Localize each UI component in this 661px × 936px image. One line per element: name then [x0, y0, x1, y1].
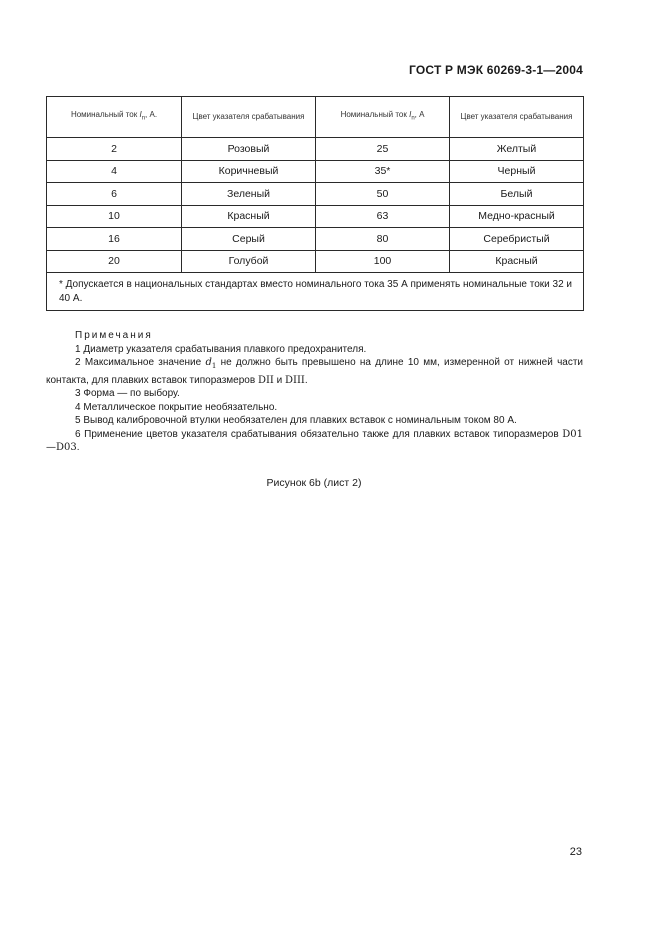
table-row — [47, 138, 584, 161]
table-row — [47, 183, 584, 206]
cell-color: Розовый — [182, 138, 316, 161]
cell-color: Черный — [450, 160, 584, 183]
table-row — [47, 250, 584, 273]
cell-color: Белый — [450, 183, 584, 206]
table-footnote: * Допускается в национальных стандартах вместо номинального тока 35 А применять номинальные токи 32 и 40 А. — [47, 273, 584, 311]
note-5: 5 Вывод калибровочной втулки необязателен для плавких вставок с номинальным током 80 А. — [75, 415, 517, 426]
notes-title: Примечания — [75, 330, 153, 341]
cell-current: 6 — [47, 183, 182, 206]
header-rated-current-2: Номинальный ток $I_n$, А — [316, 97, 450, 138]
cell-color: Желтый — [450, 138, 584, 161]
notes-section — [46, 329, 583, 455]
cell-current: 25 — [316, 138, 450, 161]
header-indicator-color-2: Цвет указателя срабатывания — [450, 97, 584, 138]
cell-current: 63 — [316, 205, 450, 228]
cell-current: 16 — [47, 228, 182, 251]
cell-current: 20 — [47, 250, 182, 273]
table-row — [47, 205, 584, 228]
cell-color: Красный — [450, 250, 584, 273]
table-row — [47, 160, 584, 183]
cell-current: 10 — [47, 205, 182, 228]
fuse-indicator-color-table — [46, 96, 584, 311]
note-4: 4 Металлическое покрытие необязательно. — [75, 401, 278, 413]
cell-current: 2 — [47, 138, 182, 161]
cell-color: Серебристый — [450, 228, 584, 251]
cell-current: 35* — [316, 160, 450, 183]
note-3: 3 Форма — по выбору. — [75, 388, 180, 399]
cell-color: Красный — [182, 205, 316, 228]
header-rated-current-1: Номинальный ток $I_n$, А. — [47, 97, 182, 138]
table-row — [47, 228, 584, 251]
cell-color: Зеленый — [182, 183, 316, 206]
cell-current: 80 — [316, 228, 450, 251]
table-footnote-row — [47, 273, 584, 311]
figure-caption: Рисунок 6b (лист 2) — [266, 477, 362, 489]
document-code: ГОСТ Р МЭК 60269-3-1—2004 — [409, 63, 583, 77]
cell-color: Голубой — [182, 250, 316, 273]
cell-current: 100 — [316, 250, 450, 273]
cell-current: 4 — [47, 160, 182, 183]
note-2: 2 Максимальное значение $d_1$ не должно быть превышено на длине 10 мм, измеренной от нижней части контакта, для плавких вставок типоразмеров DII и DIII. — [46, 357, 584, 386]
page-number: 23 — [569, 846, 582, 858]
note-6: 6 Применение цветов указателя срабатывания обязательно также для плавких вставок типоразмеров D01—D03. — [46, 428, 583, 453]
table-header-row — [47, 97, 584, 138]
cell-color: Медно-красный — [450, 205, 584, 228]
cell-color: Серый — [182, 228, 316, 251]
note-1: 1 Диаметр указателя срабатывания плавкого предохранителя. — [75, 343, 367, 355]
header-indicator-color-1: Цвет указателя срабатывания — [182, 97, 316, 138]
cell-color: Коричневый — [182, 160, 316, 183]
cell-current: 50 — [316, 183, 450, 206]
